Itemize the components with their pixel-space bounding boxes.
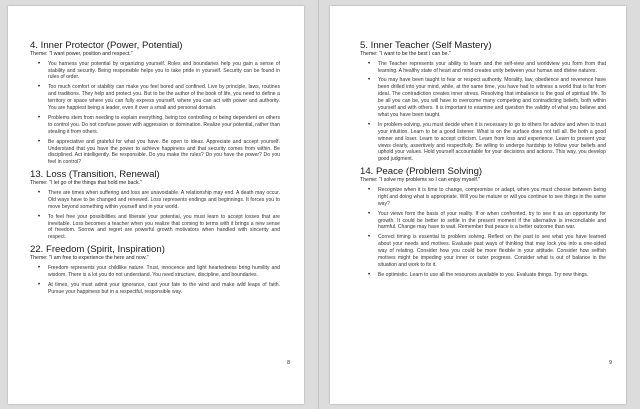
section-title: 14. Peace (Problem Solving): [360, 166, 483, 178]
bullet-list: [30, 61, 280, 167]
page-gutter: [318, 0, 319, 409]
bullet-item: • Your views form the basis of your reality. If or when confronted, try to see it as an opportunity for growth. It could be better to settle in the present moment if the alternative is irreconcilable and harmful. Change may have to wait. Remember that peace is a better outcome than war.: [378, 211, 606, 232]
section-freedom: [30, 244, 280, 295]
page-left: [8, 6, 304, 404]
section-inner-teacher: [360, 40, 606, 163]
section-loss: [30, 169, 280, 241]
bullet-item: • Recognize when it is time to change, compromise or adapt, when you must choose between being right and doing what is appropriate. Will you be mature or will you continue to see things in the same way?: [378, 187, 606, 208]
bullet-item: • You harness your potential by organizing yourself. Roles and boundaries help you gain a sense of stability and security. Being responsible helps you to take pride in yourself. Security can be found in rules of order.: [48, 61, 280, 82]
bullet-list: [30, 265, 280, 296]
bullet-item: • Be optimistic. Learn to use all the resources available to you. Evaluate things. Try new things.: [378, 272, 606, 279]
section-title: 4. Inner Protector (Power, Potential): [30, 40, 183, 51]
bullet-item: • Correct timing is essential to problem solving. Reflect on the past to see what you have learned about your needs and motives. Evaluate past ways of thinking that may lock you into a one-sided way of relating. Consider how you could be more flexible in your attitude. Consider how selfish motives might be impeding your inner or outer progress. Consider what is out of balance in the situation and work to fix it.: [378, 234, 606, 269]
bullet-item: • At times, you must admit your ignorance, cast your fate to the wind and make wild leaps of faith. Pursue your happiness but in a respectful, responsible way.: [48, 282, 280, 296]
page-number: 9: [608, 360, 612, 366]
bullet-list: [360, 61, 606, 164]
section-title: 22. Freedom (Spirit, Inspiration): [30, 244, 165, 256]
bullet-item: • Freedom represents your childlike nature. Trust, innocence and light heartedness bring humility and wisdom. There is a lot you do not understand. You need structure, discipline, and boundaries.: [48, 265, 280, 279]
section-theme: Theme: "I am free to experience the here and now.": [30, 255, 149, 262]
bullet-list: [360, 187, 606, 279]
section-title: 13. Loss (Transition, Renewal): [30, 169, 160, 181]
bullet-item: • The Teacher represents your ability to learn and the self-view and worldview you form from that learning. A healthy state of heart and mind creates unity between your human and divine natures.: [378, 61, 606, 75]
bullet-list: [30, 190, 280, 241]
section-title: 5. Inner Teacher (Self Mastery): [360, 40, 492, 51]
section-peace: [360, 166, 606, 278]
bullet-item: • Be appreciative and grateful for what you have. Be open to ideas. Appreciate and accept yourself. Understand that you have the power to achieve happiness and that security comes from within. Be disciplined. Act intelligently. Be responsible. Do you make the rules? Do you have the power? Do you feel in control?: [48, 139, 280, 167]
bullet-item: • Problems stem from needing to explain everything, being too controlling or being dependent on others to control you. Do not confuse power with aggression or domination. Realize your potential, rather than stealing it from others.: [48, 115, 280, 136]
bullet-item: • To feel free your possibilities and liberate your potential, you must learn to accept losses that are inevitable. Loss becomes a teacher when you realize that coming to terms with it brings a new sense of freedom. Sorrow and regret are powerful growth motivators when handled with sincerity and respect.: [48, 214, 280, 242]
section-theme: Theme: "I want power, position and respect.": [30, 51, 133, 57]
page-number: 8: [286, 360, 290, 366]
bullet-item: • In problem-solving, you must decide when it is necessary to go to others for advice and when to trust your intuition. Learn to be a good listener. What is on the surface does not tell all. Be both a good winner and loser. Learn to accept criticism. Learn from loss and experience. Learn to present your views clearly, assertively and respectfully. Be willing to undergo hardship to follow your beliefs and uphold your values. Hold yourself accountable for your decisions and actions. This way, you develop good judgment.: [378, 122, 606, 163]
page-right: [330, 6, 626, 404]
bullet-item: • You may have been taught to fear or respect authority. Morality, law, obedience and reverence have been drilled into your mind, while, at the same time, you have had to witness a world that is far from ideal. The contradiction creates inner stress. Resolving that imbalance is the goal of spiritual life. To be all you can be, you will have to overcome many competing and contradicting beliefs, both within yourself and with others. It is important to examine and question the validity of what you believe and what you have been taught.: [378, 77, 606, 118]
section-theme: Theme: "I let go of the things that hold me back.": [30, 180, 142, 187]
bullet-item: • Too much comfort or stability can make you feel bored and confined. Live by principle, laws, routines and traditions. They help and protect you. But to be the author of the book of life, you need to define a territory or space where you can fully express yourself, where you can act with power and authority. You are happiest being a leader, even if over a small and personal domain.: [48, 84, 280, 112]
section-inner-protector: [30, 40, 280, 166]
section-theme: Theme: "I want to be the best I can be.": [360, 51, 451, 57]
bullet-item: • There are times when suffering and loss are unavoidable. A relationship may end. A death may occur. Old ways have to be changed and renewed. Loss represents endings and beginnings. It forces you to move beyond something within yourself and in your world.: [48, 190, 280, 211]
section-theme: Theme: "I solve my problems so I can enjoy myself.": [360, 177, 481, 184]
